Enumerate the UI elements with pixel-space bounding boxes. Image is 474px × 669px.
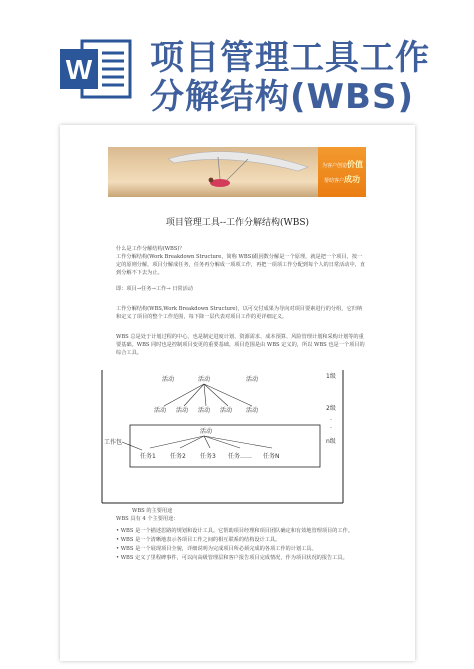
page-title-line2: 分解结构(WBS) <box>150 77 414 117</box>
level-1-label: 1级 <box>326 373 336 380</box>
activity-node: 活动 <box>200 428 213 435</box>
level-dot: · <box>330 417 332 424</box>
header <box>0 0 474 120</box>
work-package-label: 工作包 <box>104 439 123 446</box>
activity-node: 活动 <box>246 407 259 414</box>
banner-slogan-panel <box>318 147 366 197</box>
banner-slogan-1-highlight: 价值 <box>347 160 364 169</box>
activity-node: 活动 <box>198 376 211 383</box>
paragraph-wbs-definition: 工作分解结构(WBS,Work Breakdown Structure)，以可交付成果为导向对项目要素进行的分组，它归纳和定义了项目的整个工作范围，每下降一层代表对项目工作的更详细定义。 <box>116 306 363 320</box>
banner-image <box>108 147 366 197</box>
level-dot: · <box>330 425 332 432</box>
list-item: • WBS 定义了里程碑事件，可以向高级管理层和客户报告项目完成情况，作为项目状况的报告工具。 <box>116 555 348 561</box>
hang-glider-image <box>108 147 318 197</box>
list-item: • WBS 是一个描述思路的规划和设计工具。它帮助项目经理和项目团队确定和有效地管理项目的工作。 <box>116 528 353 534</box>
document-page <box>60 125 415 661</box>
question-what-is-wbs: 什么是工作分解结构(WBS)？ <box>116 246 185 252</box>
page-title-line1: 项目管理工具工作 <box>150 38 430 78</box>
activity-node: 活动 <box>162 376 175 383</box>
word-icon-letter: W <box>65 54 93 85</box>
task-n-node: 任务N <box>263 453 280 460</box>
task-1-node: 任务1 <box>140 453 156 460</box>
document-title: 项目管理工具--工作分解结构(WBS) <box>165 218 310 228</box>
task-3-node: 任务3 <box>200 453 216 460</box>
wbs-uses-title: WBS 的主要用途 <box>132 508 173 514</box>
paragraph-definition: 工作分解结构(Work Breakdown Structure，简称 WBS)跟因数分解是一个原理，就是把一个项目，按一定的原则分解，项目分解成任务，任务再分解成一项项工作，再把一项项工作分配到每个人的日常活动中，直到分解不下去为止。 <box>116 254 366 276</box>
task-ellipsis-node: 任务…… <box>228 453 253 460</box>
activity-node: 活动 <box>220 407 233 414</box>
wbs-uses-intro: WBS 具有 4 个主要用途： <box>116 516 179 522</box>
wbs-diagram <box>100 370 345 505</box>
word-document-icon <box>58 37 134 101</box>
wbs-uses-list <box>116 527 366 563</box>
task-2-node: 任务2 <box>170 453 186 460</box>
activity-node: 活动 <box>246 376 259 383</box>
paragraph-hierarchy: 即：项目→任务→工作→ 日常活动 <box>116 286 193 292</box>
level-2-label: 2级 <box>326 405 336 412</box>
list-item: • WBS 是一个展现项目全貌，详细说明为完成项目所必须完成的各项工作的计划工具。 <box>116 546 317 552</box>
list-item: • WBS 是一个清晰地表示各项目工作之间的相互联系的结构设计工具。 <box>116 537 281 543</box>
activity-node: 活动 <box>198 407 211 414</box>
paragraph-wbs-importance: WBS 总是处于计划过程的中心，也是制定进度计划、资源需求、成本预算、风险管理计划和采购计划等的重要基础。WBS 同时也是控制项目变更的重要基础。项目范围是由 WBS 定义的，所以 WBS 也是一个项目的综合工具。 <box>116 334 365 356</box>
banner-slogan-1: 为客户创造 <box>322 163 348 169</box>
level-n-label: n级 <box>326 438 336 445</box>
activity-node: 活动 <box>154 407 167 414</box>
banner-slogan-2: 帮助客户 <box>324 178 345 184</box>
banner-slogan-2-highlight: 成功 <box>344 175 361 184</box>
activity-node: 活动 <box>176 407 189 414</box>
